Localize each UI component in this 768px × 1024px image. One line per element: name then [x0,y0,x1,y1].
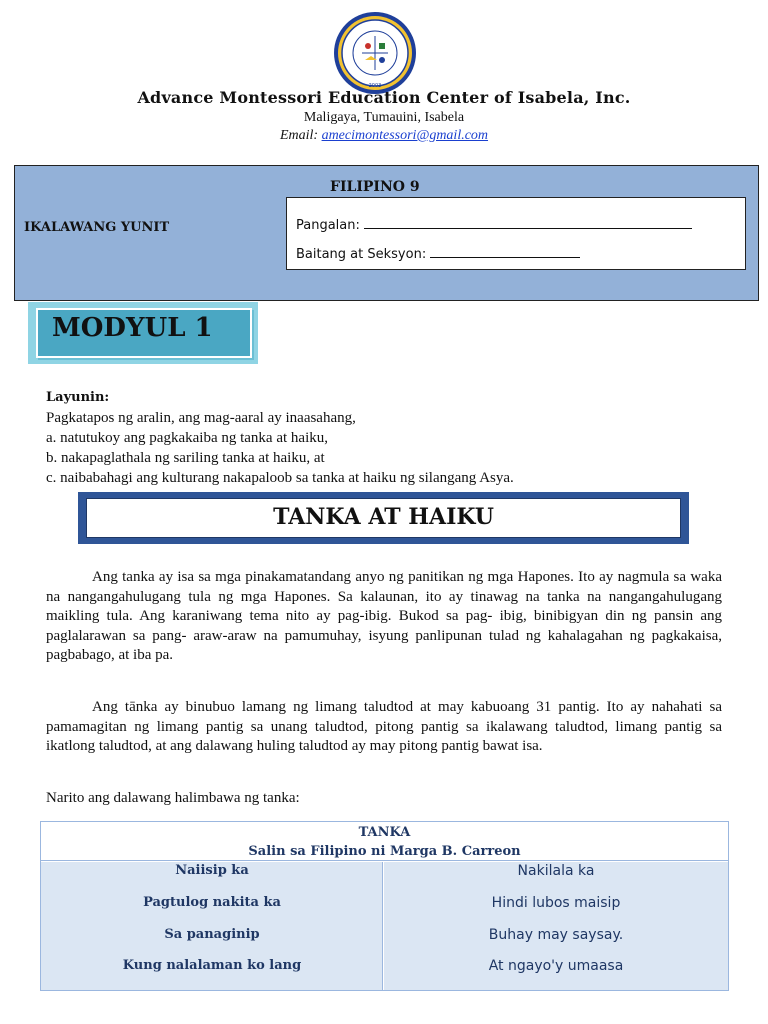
objective-item: b. nakapaglathala ng sariling tanka at haiku, at [46,450,325,466]
tanka-table-header [40,821,729,861]
grade-section-field[interactable] [296,245,580,262]
lesson-paragraph: Ang tānka ay binubuo lamang ng limang taludtod at may kabuoang 31 pantig. Ito ay nahahati sa pamamagitan ng limang pantig sa unang taludtod, pitong pantig sa ikalawang taludtod, limang pantig sa ikatlong taludtod, at ang dalawang huling taludtod ay may pitong pantig bawat isa. [46,699,722,754]
lesson-title: TANKA AT HAIKU [273,504,494,530]
tanka-line-right: At ngayo'y umaasa [488,958,624,974]
objective-item: a. natutukoy ang pagkakaiba ng tanka at haiku, [46,430,328,446]
school-seal-logo [332,10,418,96]
logo-year: 2003 [368,83,382,89]
tanka-line-right: Buhay may saysay. [488,927,624,943]
grade-section-label: Baitang at Seksyon: [296,247,427,262]
name-label: Pangalan: [296,218,360,233]
school-address: Maligaya, Tumauini, Isabela [303,110,465,125]
grade-section-blank-line[interactable] [430,245,580,258]
email-label: Email: [279,128,319,143]
objectives-title: Layunin: [46,390,110,405]
tanka-line-left: Pagtulog nakita ka [143,895,281,910]
tanka-table-title: TANKA [358,825,411,840]
tanka-table-subtitle: Salin sa Filipino ni Marga B. Carreon [248,844,521,859]
objective-item: c. naibabahagi ang kulturang nakapaloob sa tanka at haiku ng silangang Asya. [46,470,514,486]
module-label: MODYUL 1 [52,313,213,343]
lesson-paragraph: Ang tanka ay isa sa mga pinakamatandang anyo ng panitikan ng mga Hapones. Ito ay nagmula sa waka na nangangahulugang tula ng mga Hapones. Sa kalaunan, ito ay tinawag na tanka na nangangahulugang maikling tula. Ang karaniwang tema nito ay pag-ibig. Bukod sa pag- ibig, binibigyan din ng pansin ang paglalarawan sa pang- araw-araw na pamumuhay, isyung panlipunan tulad ng kahalagahan ng pagkakaisa, pagbabago, at iba pa. [46,569,722,663]
tanka-line-left: Kung nalalaman ko lang [122,958,302,973]
tanka-line-left: Sa panaginip [164,927,260,942]
subject-title: FILIPINO 9 [330,179,420,195]
examples-intro: Narito ang dalawang halimbawa ng tanka: [46,790,300,806]
tanka-line-right: Hindi lubos maisip [491,895,621,911]
name-blank-line[interactable] [364,216,692,229]
unit-label: IKALAWANG YUNIT [24,220,170,235]
tanka-line-left: Naiisip ka [175,863,249,878]
school-name: Advance Montessori Education Center of Isabela, Inc. [137,88,631,107]
objectives-intro: Pagkatapos ng aralin, ang mag-aaral ay inaasahang, [46,410,356,426]
email-link[interactable]: amecimontessori@gmail.com [321,128,489,143]
tanka-line-right: Nakilala ka [517,863,595,879]
name-field[interactable] [296,216,692,233]
school-email-line [0,128,768,144]
